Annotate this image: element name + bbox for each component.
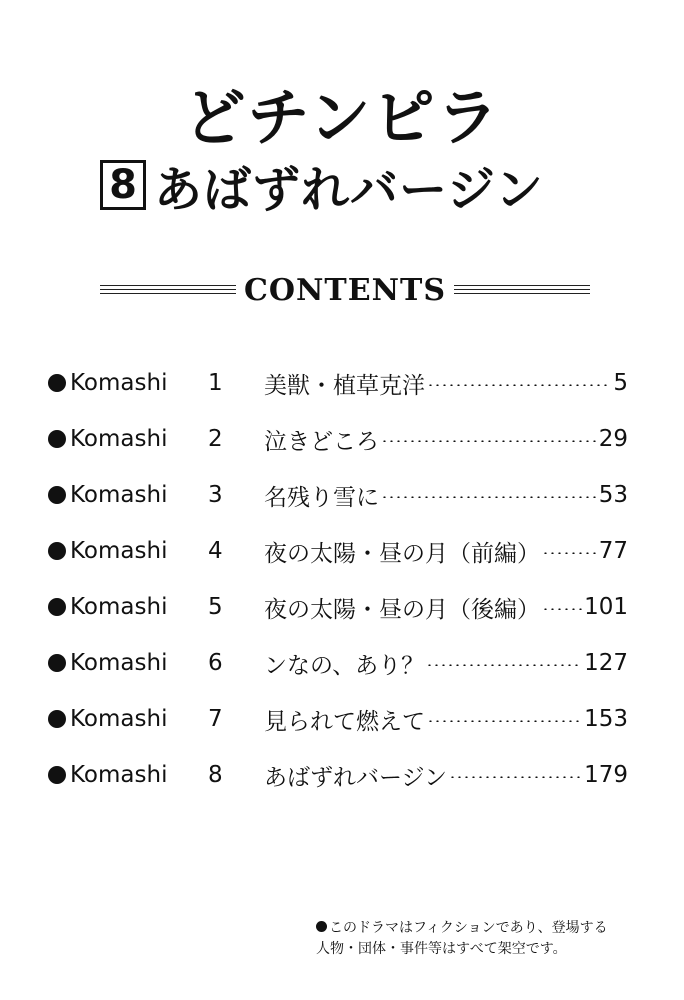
triple-rule-right (454, 285, 590, 295)
dot-leader (381, 440, 597, 442)
toc-row (48, 355, 628, 411)
bullet-icon (48, 430, 66, 448)
toc-row (48, 635, 628, 691)
page-number: 153 (584, 706, 628, 732)
dot-leader (426, 664, 582, 666)
page-number: 179 (584, 762, 628, 788)
chapter-number: 4 (208, 538, 223, 564)
chapter-title: 夜の太陽・昼の月（後編） (264, 596, 540, 623)
bullet-icon (48, 486, 66, 504)
chapter-title: ンなの、あり？ (264, 652, 425, 679)
toc-row (48, 579, 628, 635)
chapter-title: 美獣・植草克洋 (264, 372, 425, 399)
contents-heading (100, 268, 590, 312)
chapter-label: Komashi (70, 594, 168, 620)
bullet-icon (48, 598, 66, 616)
chapter-label: Komashi (70, 706, 168, 732)
chapter-number: 7 (208, 706, 223, 732)
toc-row (48, 411, 628, 467)
toc-row (48, 523, 628, 579)
page-number: 53 (598, 482, 628, 508)
disclaimer-text-1: このドラマはフィクションであり、登場する (329, 920, 608, 936)
chapter-number: 5 (208, 594, 223, 620)
chapter-label: Komashi (70, 482, 168, 508)
dot-leader (542, 608, 582, 610)
volume-subtitle (100, 155, 544, 218)
table-of-contents (48, 355, 628, 803)
chapter-number: 6 (208, 650, 223, 676)
book-title: どチンピラ (183, 81, 501, 154)
disclaimer-line-1 (316, 918, 646, 939)
triple-rule-left (100, 285, 236, 295)
dot-leader (427, 720, 582, 722)
fiction-disclaimer (316, 918, 646, 960)
bullet-icon (48, 766, 66, 784)
dot-leader (542, 552, 597, 554)
chapter-label: Komashi (70, 370, 168, 396)
chapter-title: 名残り雪に (264, 484, 379, 511)
disclaimer-line-2: 人物・団体・事件等はすべて架空です。 (316, 941, 567, 957)
page-number: 101 (584, 594, 628, 620)
chapter-title: 見られて燃えて (264, 708, 425, 735)
chapter-label: Komashi (70, 762, 168, 788)
bullet-icon (48, 710, 66, 728)
bullet-icon (48, 374, 66, 392)
bullet-icon (48, 542, 66, 560)
toc-row (48, 467, 628, 523)
chapter-title: 夜の太陽・昼の月（前編） (264, 540, 540, 567)
volume-number-box: 8 (100, 160, 146, 210)
chapter-label: Komashi (70, 538, 168, 564)
page-number: 127 (584, 650, 628, 676)
page-number: 29 (598, 426, 628, 452)
dot-leader (427, 384, 611, 386)
chapter-title: あばずれバージン (264, 764, 447, 791)
chapter-number: 8 (208, 762, 223, 788)
chapter-number: 1 (208, 370, 223, 396)
chapter-number: 3 (208, 482, 223, 508)
chapter-title: 泣きどころ (264, 428, 379, 455)
bullet-icon (48, 654, 66, 672)
dot-leader (381, 496, 597, 498)
bullet-icon (316, 921, 327, 932)
toc-row (48, 691, 628, 747)
page-number: 5 (613, 370, 628, 396)
chapter-number: 2 (208, 426, 223, 452)
subtitle-text: あばずれバージン (154, 161, 544, 218)
contents-label: CONTENTS (243, 272, 447, 308)
chapter-label: Komashi (70, 426, 168, 452)
chapter-label: Komashi (70, 650, 168, 676)
page-number: 77 (598, 538, 628, 564)
dot-leader (449, 776, 582, 778)
toc-row (48, 747, 628, 803)
